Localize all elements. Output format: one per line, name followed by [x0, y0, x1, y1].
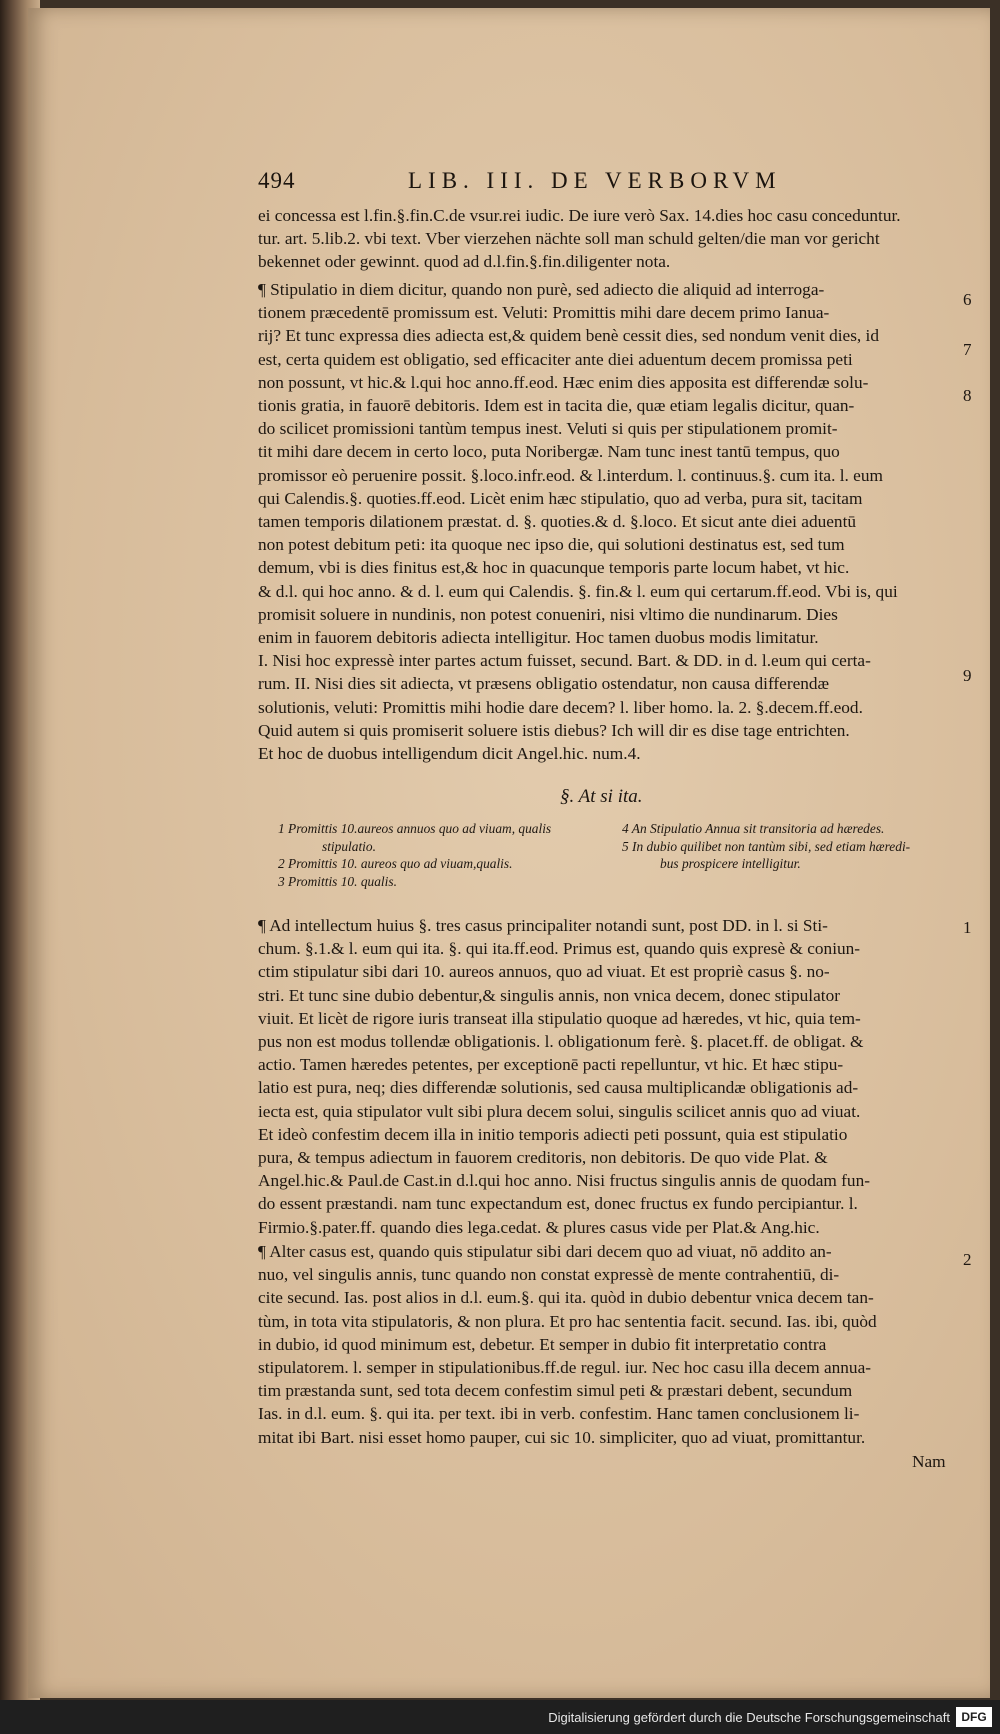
text-line: cite secund. Ias. post alios in d.l. eum.§. qui ita. quòd in dubio debentur vnica decem tan- — [258, 1288, 874, 1308]
text-line: latio est pura, neq; dies differendæ solutionis, sed causa multiplicandæ obligationis ad- — [258, 1078, 859, 1098]
running-title: LIB. III. DE VERBORVM — [408, 168, 782, 193]
text-line: ei concessa est l.fin.§.fin.C.de vsur.rei iudic. De iure verò Sax. 14.dies hoc casu conceduntur. — [258, 206, 901, 225]
section-title: §. At si ita. — [560, 786, 643, 807]
text-line: tim præstanda sunt, sed tota decem confestim simul peti & præstari debent, secundum — [258, 1381, 853, 1401]
text-line: & d.l. qui hoc anno. & d. l. eum qui Calendis. §. fin.& l. eum qui certarum.ff.eod. Vbi is, qui — [258, 581, 898, 601]
paragraph-1 — [258, 204, 963, 274]
margin-number: 9 — [963, 666, 972, 685]
text-line: Angel.hic.& Paul.de Cast.in d.l.qui hoc anno. Nisi fructus singulis annis de quodam fun- — [258, 1171, 870, 1191]
summary-item: 5 In dubio quilibet non tantùm sibi, sed etiam hæredi- — [622, 838, 911, 854]
summary-item: bus prospicere intelligitur. — [660, 856, 801, 871]
text-line: Ias. in d.l. eum. §. qui ita. per text. ibi in verb. confestim. Hanc tamen conclusionem li- — [258, 1404, 860, 1424]
text-line: do essent præstandi. nam tunc expectandum est, donec fructus ex fundo percipiantur. l. — [258, 1194, 858, 1214]
text-line: mitat ibi Bart. nisi esset homo pauper, cui sic 10. simpliciter, quo ad viuat, promittantur. — [258, 1427, 866, 1447]
summary-left — [278, 820, 551, 890]
text-line: tit mihi dare decem in certo loco, puta Noribergæ. Nam tunc inest tantū tempus, quo — [258, 442, 840, 462]
text-line: rum. II. Nisi dies sit adiecta, vt præsens obligatio ostendatur, non causa differendæ — [258, 674, 830, 694]
text-line: promissor eò peruenire possit. §.loco.infr.eod. & l.interdum. l. continuus.§. cum ita. l. eum — [258, 465, 883, 485]
catchword: Nam — [912, 1452, 946, 1471]
text-line: Et hoc de duobus intelligendum dicit Angel.hic. num.4. — [258, 744, 641, 764]
text-line: ¶ Alter casus est, quando quis stipulatur sibi dari decem quo ad viuat, nō addito an- — [258, 1242, 832, 1261]
text-line: solutionis, veluti: Promittis mihi hodie dare decem? l. liber homo. la. 2. §.decem.ff.eod. — [258, 697, 863, 717]
text-line: viuit. Et licèt de rigore iuris transeat illa stipulatio quoque ad hæredes, vt hic, quia tem- — [258, 1008, 861, 1028]
text-line: demum, vbi is dies finitus est,& hoc in quacunque temporis parte locum habet, vt hic. — [258, 558, 850, 578]
text-line: qui Calendis.§. quoties.ff.eod. Licèt enim hæc stipulatio, quo ad verba, pura sit, tacitam — [258, 488, 863, 508]
text-line: non possunt, vt hic.& l.qui hoc anno.ff.eod. Hæc enim dies apposita est differendæ solu- — [258, 372, 869, 392]
text-line: Firmio.§.pater.ff. quando dies lega.cedat. & plures casus vide per Plat.& Ang.hic. — [258, 1217, 820, 1237]
paragraph-3 — [258, 914, 963, 1239]
text-line: do scilicet promissioni tantùm tempus inest. Veluti si quis per stipulationem promit- — [258, 419, 838, 439]
text-line: Quid autem si quis promiserit soluere istis diebus? Ich will dir es dise tage entrichten. — [258, 720, 850, 740]
margin-number: 1 — [963, 918, 972, 937]
margin-number: 8 — [963, 386, 972, 405]
summary-item: 1 Promittis 10.aureos annuos quo ad viuam, qualis — [278, 821, 552, 836]
summary-item: 4 An Stipulatio Annua sit transitoria ad hæredes. — [622, 821, 885, 836]
text-line: chum. §.1.& l. eum qui ita. §. qui ita.ff.eod. Primus est, quando quis expresè & coniun- — [258, 939, 861, 959]
text-line: enim in fauorem debitoris adiecta intelligitur. Hoc tamen duobus modis limitatur. — [258, 628, 819, 648]
text-line: iecta est, quia stipulator vult sibi plura decem solui, singulis scilicet annis quo ad viuat. — [258, 1101, 861, 1121]
summary-item: 3 Promittis 10. qualis. — [278, 873, 397, 889]
text-line: stri. Et tunc sine dubio debentur,& singulis annis, non vnica decem, donec stipulator — [258, 985, 840, 1005]
text-line: tionis gratia, in fauorē debitoris. Idem est in tacita die, quæ etiam legalis dicitur, quan- — [258, 396, 855, 416]
text-line: tionem præcedentē promissum est. Veluti: Promittis mihi dare decem primo Ianua- — [258, 303, 830, 323]
text-line: bekennet oder gewinnt. quod ad d.l.fin.§.fin.diligenter nota. — [258, 252, 671, 272]
text-line: ctim stipulatur sibi dari 10. aureos annuos, quo ad viuat. Et est propriè casus §. no- — [258, 962, 830, 982]
text-line: tùm, in tota vita stipulatoris, & non plura. Et pro hac sententia facit. secund. Ias. ibi, quòd — [258, 1311, 877, 1331]
summary-item: 2 Promittis 10. aureos quo ad viuam,qualis. — [278, 856, 513, 871]
text-line: tur. art. 5.lib.2. vbi text. Vber vierzehen nächte soll man schuld gelten/die man vor gericht — [258, 229, 880, 249]
text-line: ¶ Ad intellectum huius §. tres casus principaliter notandi sunt, post DD. in l. si Sti- — [258, 916, 828, 935]
text-line: I. Nisi hoc expressè inter partes actum fuisset, secund. Bart. & DD. in d. l.eum qui certa- — [258, 651, 871, 671]
dfg-logo: DFG — [956, 1707, 992, 1727]
margin-number: 6 — [963, 290, 972, 309]
text-line: promisit soluere in nundinis, non potest conueniri, nisi vltimo die nundinarum. Dies — [258, 604, 838, 624]
paragraph-2 — [258, 278, 963, 765]
text-line: rij? Et tunc expressa dies adiecta est,& quidem benè cessit dies, sed nondum venit dies, id — [258, 326, 880, 346]
text-line: pura, & tempus adiectum in fauorem creditoris, non debitoris. De quo vide Plat. & — [258, 1148, 828, 1168]
footer-credit: Digitalisierung gefördert durch die Deutsche Forschungsgemeinschaft — [548, 1710, 950, 1725]
margin-number: 2 — [963, 1250, 972, 1269]
summary-item: stipulatio. — [322, 838, 376, 854]
text-line: est, certa quidem est obligatio, sed efficaciter ante diei aduentum decem promissa peti — [258, 349, 853, 369]
text-line: tamen temporis dilationem præstat. d. §. quoties.& d. §.loco. Et sicut ante diei aduentū — [258, 512, 857, 532]
page-number: 494 — [258, 168, 296, 193]
summary-right — [622, 820, 910, 873]
text-line: Et ideò confestim decem illa in initio temporis adiecti peti possunt, quia est stipulatio — [258, 1124, 848, 1144]
margin-number: 7 — [963, 340, 972, 359]
text-line: actio. Tamen hæredes petentes, per exceptionē pacti repelluntur, vt hic. Et hæc stipu- — [258, 1055, 844, 1075]
text-line: in dubio, id quod minimum est, debetur. Et semper in dubio fit interpretatio contra — [258, 1334, 827, 1354]
footer-bar — [0, 1700, 1000, 1734]
paragraph-4 — [258, 1240, 963, 1449]
text-line: non potest debitum peti: ita quoque nec ipso die, qui solutioni destinatus est, sed tum — [258, 535, 845, 555]
text-line: ¶ Stipulatio in diem dicitur, quando non purè, sed adiecto die aliquid ad interroga- — [258, 280, 825, 299]
text-line: nuo, vel singulis annis, tunc quando non constat expressè de mente contrahentiū, di- — [258, 1265, 840, 1285]
text-line: pus non est modus tollendæ obligationis. l. obligationum ferè. §. placet.ff. de obligat. & — [258, 1032, 864, 1052]
text-line: stipulatorem. l. semper in stipulationibus.ff.de regul. iur. Nec hoc casu illa decem annua- — [258, 1358, 871, 1378]
